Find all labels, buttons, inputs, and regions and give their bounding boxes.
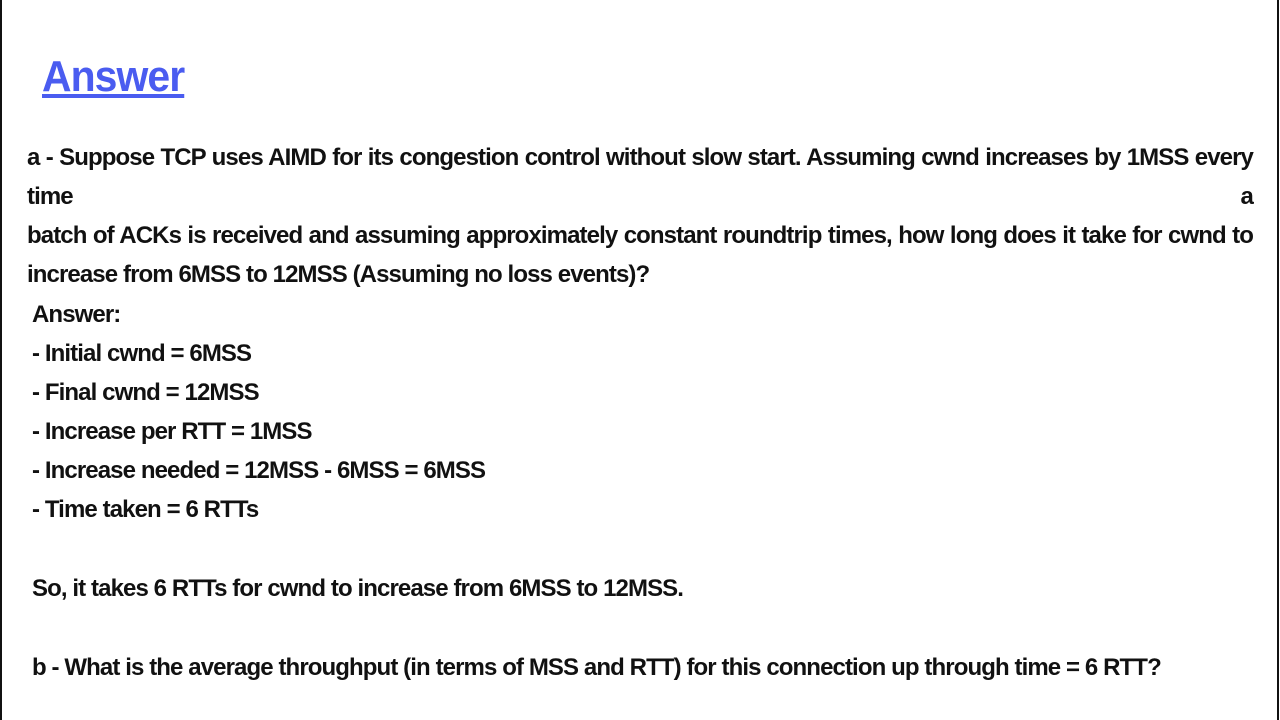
question-b: b - What is the average throughput (in terms of MSS and RTT) for this connection up through time = 6 RTT? xyxy=(32,654,1161,681)
answer-item-time-taken: - Time taken = 6 RTTs xyxy=(32,496,259,523)
answer-item-increase-needed: - Increase needed = 12MSS - 6MSS = 6MSS xyxy=(32,457,486,484)
left-border xyxy=(0,0,2,720)
question-a-line-2: batch of ACKs is received and assuming approximately constant roundtrip times, how long does it take for cwnd to xyxy=(27,222,1253,249)
answer-label: Answer: xyxy=(32,301,121,328)
question-a xyxy=(27,138,1253,294)
answer-item-increase-per-rtt: - Increase per RTT = 1MSS xyxy=(32,418,312,445)
answer-block xyxy=(32,295,485,529)
answer-item-initial-cwnd: - Initial cwnd = 6MSS xyxy=(32,340,252,367)
page-title: Answer xyxy=(42,52,185,101)
question-a-line-1: a - Suppose TCP uses AIMD for its congestion control without slow start. Assuming cwnd increases by 1MSS every time a xyxy=(27,144,1253,210)
question-a-line-3: increase from 6MSS to 12MSS (Assuming no loss events)? xyxy=(27,261,650,288)
right-border xyxy=(1277,0,1279,720)
conclusion-text: So, it takes 6 RTTs for cwnd to increase from 6MSS to 12MSS. xyxy=(32,575,684,602)
answer-item-final-cwnd: - Final cwnd = 12MSS xyxy=(32,379,259,406)
